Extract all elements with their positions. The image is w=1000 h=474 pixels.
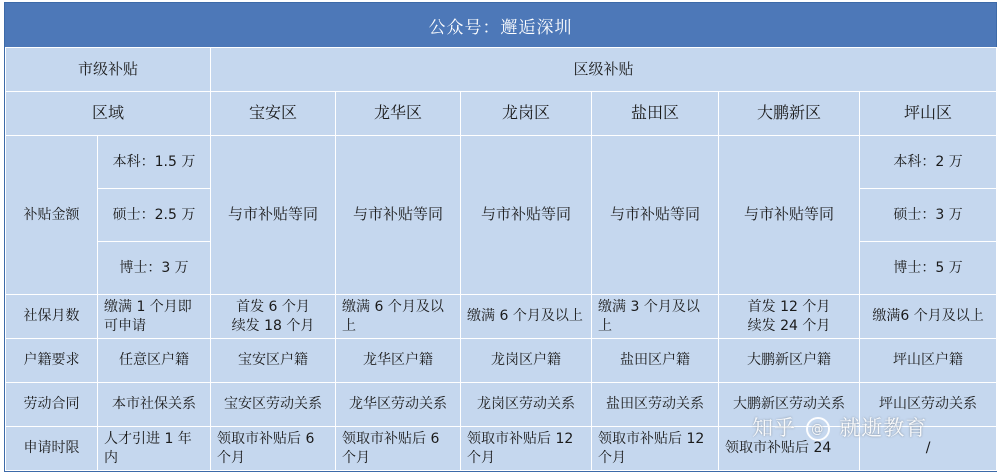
deadline-pingshan: / <box>860 427 997 471</box>
dapeng-subsidy: 与市补贴等同 <box>719 136 860 295</box>
header-yantian: 盐田区 <box>592 92 719 136</box>
deadline-row <box>6 427 997 471</box>
deadline-label: 申请时限 <box>6 427 98 471</box>
social-yantian: 缴满 3 个月及以上 <box>592 295 719 339</box>
hukou-city: 任意区户籍 <box>98 339 211 383</box>
longhua-subsidy: 与市补贴等同 <box>336 136 461 295</box>
hukou-label: 户籍要求 <box>6 339 98 383</box>
social-baoan: 首发 6 个月 续发 18 个月 <box>211 295 336 339</box>
group-row <box>6 48 997 92</box>
city-group-header: 市级补贴 <box>6 48 211 92</box>
longgang-subsidy: 与市补贴等同 <box>461 136 592 295</box>
social-label: 社保月数 <box>6 295 98 339</box>
header-longgang: 龙岗区 <box>461 92 592 136</box>
hukou-baoan: 宝安区户籍 <box>211 339 336 383</box>
yantian-subsidy: 与市补贴等同 <box>592 136 719 295</box>
header-longhua: 龙华区 <box>336 92 461 136</box>
watermark-author: 就逝教育 <box>839 416 928 440</box>
labor-label: 劳动合同 <box>6 383 98 427</box>
subsidy-label: 补贴金额 <box>6 136 98 295</box>
hukou-row <box>6 339 997 383</box>
social-longhua: 缴满 6 个月及以上 <box>336 295 461 339</box>
social-longgang: 缴满 6 个月及以上 <box>461 295 592 339</box>
header-baoan: 宝安区 <box>211 92 336 136</box>
hukou-longgang: 龙岗区户籍 <box>461 339 592 383</box>
district-header-row <box>6 92 997 136</box>
subsidy-sheet <box>4 2 997 472</box>
social-city: 缴满 1 个月即可申请 <box>98 295 211 339</box>
banner-title: 公众号：邂逅深圳 <box>5 3 996 47</box>
watermark-at-icon: @ <box>806 417 830 441</box>
baoan-subsidy: 与市补贴等同 <box>211 136 336 295</box>
subsidy-table <box>5 47 997 471</box>
city-subsidy-bachelor: 本科：1.5 万 <box>98 136 211 189</box>
pingshan-subsidy-master: 硕士：3 万 <box>860 189 997 242</box>
city-subsidy-master: 硕士：2.5 万 <box>98 189 211 242</box>
deadline-city: 人才引进 1 年内 <box>98 427 211 471</box>
subsidy-row-1 <box>6 136 997 189</box>
deadline-longhua: 领取市补贴后 6 个月 <box>336 427 461 471</box>
header-dapeng: 大鹏新区 <box>719 92 860 136</box>
labor-row <box>6 383 997 427</box>
hukou-longhua: 龙华区户籍 <box>336 339 461 383</box>
labor-yantian: 盐田区劳动关系 <box>592 383 719 427</box>
social-pingshan: 缴满6 个月及以上 <box>860 295 997 339</box>
labor-longgang: 龙岗区劳动关系 <box>461 383 592 427</box>
region-header: 区域 <box>6 92 211 136</box>
pingshan-subsidy-phd: 博士：5 万 <box>860 242 997 295</box>
labor-pingshan: 坪山区劳动关系 <box>860 383 997 427</box>
district-group-header: 区级补贴 <box>211 48 997 92</box>
social-row <box>6 295 997 339</box>
social-dapeng: 首发 12 个月 续发 24 个月 <box>719 295 860 339</box>
labor-longhua: 龙华区劳动关系 <box>336 383 461 427</box>
deadline-baoan: 领取市补贴后 6 个月 <box>211 427 336 471</box>
hukou-dapeng: 大鹏新区户籍 <box>719 339 860 383</box>
city-subsidy-phd: 博士：3 万 <box>98 242 211 295</box>
hukou-yantian: 盐田区户籍 <box>592 339 719 383</box>
pingshan-subsidy-bachelor: 本科：2 万 <box>860 136 997 189</box>
labor-baoan: 宝安区劳动关系 <box>211 383 336 427</box>
labor-dapeng: 大鹏新区劳动关系 <box>719 383 860 427</box>
watermark-site: 知乎 <box>752 416 796 440</box>
deadline-yantian: 领取市补贴后 12 个月 <box>592 427 719 471</box>
header-pingshan: 坪山区 <box>860 92 997 136</box>
labor-city: 本市社保关系 <box>98 383 211 427</box>
deadline-longgang: 领取市补贴后 12 个月 <box>461 427 592 471</box>
hukou-pingshan: 坪山区户籍 <box>860 339 997 383</box>
deadline-dapeng: 领取市补贴后 24 <box>719 427 860 471</box>
